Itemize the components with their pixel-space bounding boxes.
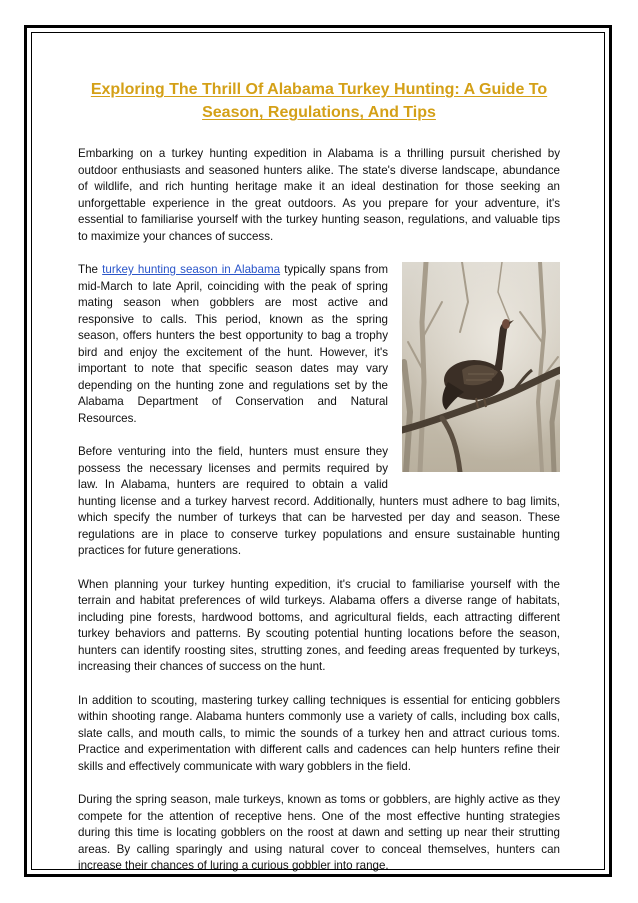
season-paragraph	[78, 262, 560, 427]
turkey-season-link[interactable]: turkey hunting season in Alabama	[102, 263, 281, 276]
strategy-paragraph: During the spring season, male turkeys, known as toms or gobblers, are highly active as they compete for the attention of receptive hens. One of the most effective hunting strategies during this time is locating gobblers on the roost at dawn and setting up near their strutting areas. By calling sparingly and using natural cover to conceal themselves, hunters can increase their chances of luring a curious gobbler into range.	[78, 793, 560, 872]
licenses-paragraph: Before venturing into the field, hunters must ensure they possess the necessary licenses and permits required by law. In Alabama, hunters are required to obtain a valid hunting license and a turkey harvest record. Additionally, hunters must adhere to bag limits, which specify the number of turkeys that can be harvested per day and season. These regulations are in place to conserve turkey populations and ensure sustainable hunting practices for future generations.	[78, 445, 560, 557]
turkey-on-branch-photo	[402, 262, 560, 472]
intro-paragraph: Embarking on a turkey hunting expedition in Alabama is a thrilling pursuit cherished by outdoor enthusiasts and seasoned hunters alike. The state's diverse landscape, abundance of wildlife, and rich hunting heritage make it an ideal destination for those seeking an unforgettable experience in the great outdoors. As you prepare for your adventure, it's essential to familiarise yourself with the turkey hunting season, regulations, and valuable tips to maximize your chances of success.	[78, 147, 560, 243]
habitat-paragraph: When planning your turkey hunting expedition, it's crucial to familiarise yourself with the terrain and habitat preferences of wild turkeys. Alabama offers a diverse range of habitats, including pine forests, hardwood bottoms, and agricultural fields, each attracting different turkey behaviors and patterns. By scouting potential hunting locations before the season, hunters can identify roosting sites, strutting zones, and feeding areas frequented by turkeys, increasing their chances of success on the hunt.	[78, 577, 560, 673]
article-title: Exploring The Thrill Of Alabama Turkey Hunting: A Guide To Season, Regulations, And Tips	[90, 81, 548, 121]
season-intro-text: The	[78, 263, 103, 276]
article	[78, 78, 560, 875]
season-body-text: typically spans from mid-March to late April, coinciding with the peak of spring mating season when gobblers are most active and responsive to calls. This period, known as the spring season, offers hunters the best opportunity to bag a trophy bird and enjoy the excitement of the hunt. However, it's important to note that specific season dates may vary depending on the hunting zone and regulations set by the Alabama Department of Conservation and Natural Resources.	[78, 263, 388, 425]
calling-paragraph: In addition to scouting, mastering turkey calling techniques is essential for enticing gobblers within shooting range. Alabama hunters commonly use a variety of calls, including box calls, slate calls, and mouth calls, to mimic the sounds of a turkey hen and attract curious toms. Practice and experimentation with different calls and cadences can help hunters refine their skills and effectively communicate with wary gobblers in the field.	[78, 693, 560, 773]
